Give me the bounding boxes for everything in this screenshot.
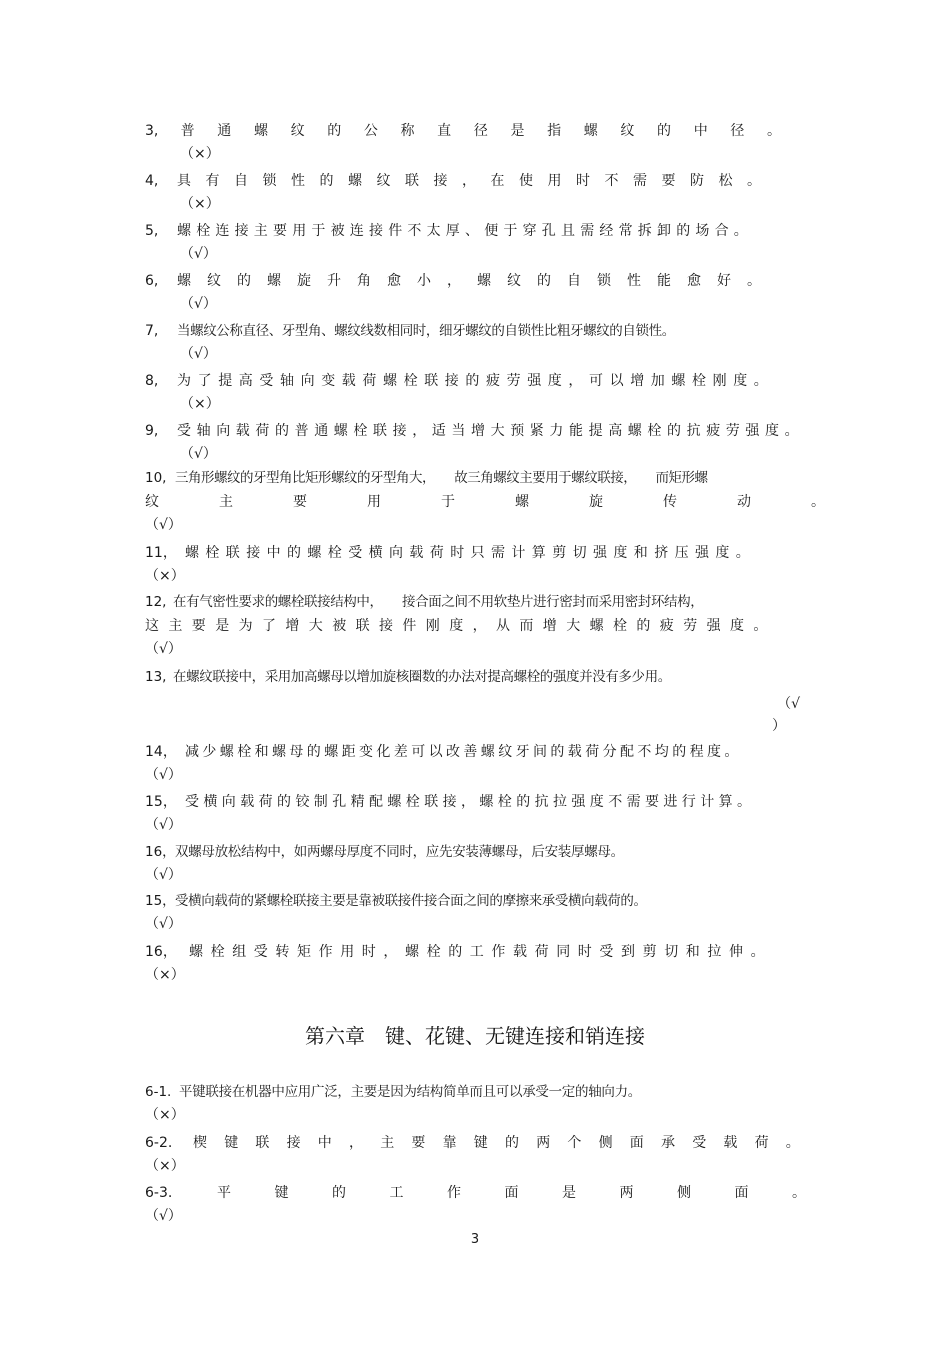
question-text: 受横向载荷的铰制孔精配螺栓联接，螺栓的抗拉强度不需要进行计算。 [185, 794, 756, 810]
answer-mark: （×） [145, 1107, 185, 1123]
question-text: 具有自锁性的螺纹联接，在使用时不需要防松。 [177, 173, 776, 189]
answer-mark: （×） [145, 568, 185, 584]
question-text-line-2: 这主要是为了增大被联接件刚度，从而增大螺栓的疲劳强度。 [145, 618, 777, 634]
question-text: 普通螺纹的公称直径是指螺纹的中径。 [177, 123, 800, 139]
question-item-6-2 [145, 1131, 817, 1177]
question-item-4 [145, 169, 800, 215]
question-text: 受轴向载荷的普通螺栓联接，适当增大预紧力能提高螺栓的抗疲劳强度。 [177, 423, 805, 439]
question-number: 6, [145, 273, 159, 289]
question-text: 螺栓联接中的螺栓受横向载荷时只需计算剪切强度和挤压强度。 [185, 545, 757, 561]
answer-mark: （√） [180, 346, 217, 362]
question-item-3 [145, 119, 800, 165]
chapter-title: 第六章 键、花键、无键连接和销连接 [305, 1024, 645, 1048]
question-number: 7, [145, 323, 159, 339]
answer-mark: （√） [145, 817, 182, 833]
answer-mark: （×） [145, 1158, 185, 1174]
answer-mark: （√） [145, 867, 182, 883]
question-text-line-1: 在有气密性要求的螺栓联接结构中， 接合面之间不用软垫片进行密封而采用密封环结构， [173, 594, 704, 610]
question-text-line-1: 三角形螺纹的牙型角比矩形螺纹的牙型角大， 故三角螺纹主要用于螺纹联接， 而矩形螺 [175, 470, 708, 486]
answer-mark: （√） [180, 246, 217, 262]
answer-mark: （√） [145, 1208, 182, 1224]
question-item-5 [145, 219, 800, 265]
question-item-16 [145, 840, 800, 886]
question-number: 15， [145, 794, 177, 810]
question-number: 9, [145, 423, 159, 439]
page-number: 3 [470, 1232, 480, 1247]
answer-mark-part-2: ） [772, 718, 786, 734]
answer-mark: （√） [145, 641, 182, 657]
answer-mark: （√） [180, 296, 217, 312]
answer-mark: （×） [145, 967, 185, 983]
answer-mark: （×） [180, 146, 220, 162]
question-text: 为了提高受轴向变载荷螺栓联接的疲劳强度，可以增加螺栓刚度。 [177, 373, 775, 389]
question-item-15b [145, 889, 800, 935]
question-number: 6-3. [145, 1185, 173, 1201]
answer-mark: （√） [145, 767, 182, 783]
question-item-10 [145, 466, 885, 536]
question-text-line-2: 纹主要用于螺旋传动。 [145, 494, 885, 510]
question-text: 受横向载荷的紧螺栓联接主要是靠被联接件接合面之间的摩擦来承受横向载荷的。 [175, 893, 647, 909]
question-number: 4, [145, 173, 159, 189]
question-number: 8, [145, 373, 159, 389]
question-text: 当螺纹公称直径、牙型角、螺纹线数相同时，细牙螺纹的自锁性比粗牙螺纹的自锁性。 [177, 323, 675, 339]
question-item-7 [145, 319, 800, 365]
question-item-16b [145, 940, 800, 986]
question-text: 在螺纹联接中，采用加高螺母以增加旋核圈数的办法对提高螺栓的强度并没有多少用。 [173, 669, 671, 685]
question-number: 13, [145, 669, 167, 685]
question-item-13 [145, 665, 800, 737]
question-item-11 [145, 541, 800, 587]
answer-mark: （√） [180, 446, 217, 462]
question-item-14 [145, 740, 800, 786]
answer-mark-part-1: （√ [777, 696, 800, 712]
question-text: 螺纹的螺旋升角愈小，螺纹的自锁性能愈好。 [177, 273, 777, 289]
question-text: 减少螺栓和螺母的螺距变化差可以改善螺纹牙间的载荷分配不均的程度。 [185, 744, 742, 760]
question-item-9 [145, 419, 805, 465]
question-number: 11， [145, 545, 177, 561]
answer-mark: （√） [145, 916, 182, 932]
question-text: 螺栓连接主要用于被连接件不太厚、便于穿孔且需经常拆卸的场合。 [177, 223, 753, 239]
question-number: 10, [145, 470, 167, 486]
question-item-15 [145, 790, 800, 836]
question-number: 16， [145, 944, 177, 960]
question-text: 螺栓组受转矩作用时，螺栓的工作载荷同时受到剪切和拉伸。 [189, 944, 773, 960]
question-item-8 [145, 369, 800, 415]
answer-mark: （√） [145, 517, 182, 533]
question-text: 楔键联接中，主要靠键的两个侧面承受载荷。 [193, 1135, 817, 1151]
question-item-6 [145, 269, 800, 315]
question-number: 14， [145, 744, 177, 760]
question-text: 平键联接在机器中应用广泛，主要是因为结构简单而且可以承受一定的轴向力。 [179, 1084, 641, 1100]
question-number: 5, [145, 223, 159, 239]
answer-mark: （×） [180, 196, 220, 212]
question-item-12 [145, 590, 800, 660]
question-item-6-1 [145, 1080, 800, 1126]
question-number: 6-2. [145, 1135, 173, 1151]
question-number: 15， [145, 893, 176, 909]
question-number: 3, [145, 123, 159, 139]
question-item-6-3 [145, 1181, 850, 1227]
question-number: 16， [145, 844, 176, 860]
question-text: 平键的工作面是两侧面。 [217, 1185, 850, 1201]
question-text: 双螺母放松结构中，如两螺母厚度不同时，应先安装薄螺母，后安装厚螺母。 [175, 844, 624, 860]
question-number: 12, [145, 594, 167, 610]
answer-mark: （×） [180, 396, 220, 412]
question-number: 6-1. [145, 1084, 172, 1100]
